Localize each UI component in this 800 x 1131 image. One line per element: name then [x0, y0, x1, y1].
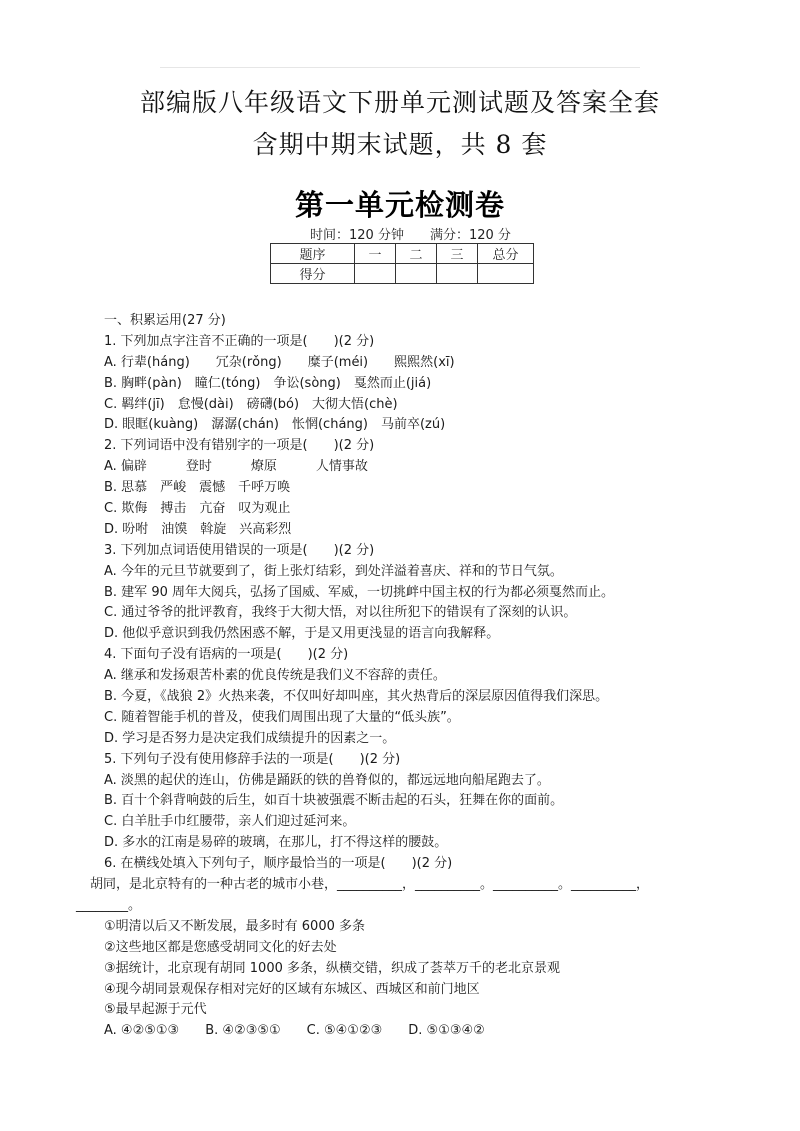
score-table-cell: [478, 264, 534, 284]
sentence-choice: ④现今胡同景观保存相对完好的区域有东城区、西城区和前门地区: [104, 981, 480, 997]
answer-option: C. 欺侮 搏击 亢奋 叹为观止: [104, 501, 291, 517]
answer-option: A. 行辈(háng) 冗杂(rǒng) 糜子(méi) 熙熙然(xī): [104, 354, 455, 370]
answer-option: B. 百十个斜背响鼓的后生，如百十块被强震不断击起的石头，狂舞在你的面前。: [104, 793, 564, 809]
time-score-line: [310, 224, 511, 243]
answer-option: D. 他似乎意识到我仍然困惑不解，于是又用更浅显的语言向我解释。: [104, 626, 500, 642]
score-table-cell: 一: [355, 244, 396, 264]
answer-option: D. 多水的江南是易碎的玻璃，在那儿，打不得这样的腰鼓。: [104, 835, 448, 851]
fill-blank-passage: 胡同，是北京特有的一种古老的城市小巷，__________，__________。__________。__________，: [90, 877, 650, 893]
sentence-choice: ⑤最早起源于元代: [104, 1002, 207, 1018]
answer-option: C. 随着智能手机的普及，使我们周围出现了大量的“低头族”。: [104, 709, 460, 725]
question-stem: 6. 在横线处填入下列句子，顺序最恰当的一项是( )(2 分): [104, 856, 453, 872]
answer-option: A. 偏辟 登时 燎原 人情事故: [104, 459, 368, 475]
score-table-cell: [396, 264, 437, 284]
score-table-score-row: [271, 264, 534, 284]
answer-option: B. 胸畔(pàn) 瞳仁(tóng) 争讼(sòng) 戛然而止(jiá): [104, 375, 432, 391]
score-table-cell: [355, 264, 396, 284]
sentence-choice: ③据统计，北京现有胡同 1000 多条，纵横交错，织成了荟萃万千的老北京景观: [104, 960, 561, 976]
score-table: [270, 243, 534, 284]
question-stem: 5. 下列句子没有使用修辞手法的一项是( )(2 分): [104, 751, 401, 767]
fill-blank-passage-continued: ________。: [76, 897, 142, 913]
score-table-header-row: [271, 244, 534, 264]
answer-option: D. 吩咐 油馍 斡旋 兴高彩烈: [104, 521, 292, 537]
answer-option: C. 白羊肚手巾红腰带，亲人们迎过延河来。: [104, 814, 356, 830]
section-heading: 一、积累运用(27 分): [104, 313, 226, 328]
answer-option: A. 淡黑的起伏的连山，仿佛是踊跃的铁的兽脊似的，都远远地向船尾跑去了。: [104, 772, 550, 788]
time-label: 时间：120 分钟: [310, 228, 404, 243]
answer-option: B. 思慕 严峻 震憾 千呼万唤: [104, 480, 291, 496]
answer-option: A. 今年的元旦节就要到了，街上张灯结彩，到处洋溢着喜庆、祥和的节日气氛。: [104, 563, 563, 579]
answer-option: A. 继承和发扬艰苦朴素的优良传统是我们义不容辞的责任。: [104, 668, 446, 684]
sentence-choice: ①明清以后又不断发展，最多时有 6000 多条: [104, 918, 366, 934]
answer-option: B. 建军 90 周年大阅兵，弘扬了国威、军威，一切挑衅中国主权的行为都必须戛然而止。: [104, 584, 614, 600]
answer-option: A. ④②⑤①③ B. ④②③⑤① C. ⑤④①②③ D. ⑤①③④②: [104, 1023, 485, 1039]
unit-title: 第一单元检测卷: [294, 188, 505, 222]
doc-title-line2: 含期中期末试题，共 8 套: [252, 130, 548, 159]
question-stem: 4. 下面句子没有语病的一项是( )(2 分): [104, 647, 349, 663]
score-table-cell: 得分: [271, 264, 355, 284]
score-table-cell: [437, 264, 478, 284]
answer-option: C. 羁绊(jī) 怠慢(dài) 磅礴(bó) 大彻大悟(chè): [104, 396, 398, 412]
doc-title-line1: 部编版八年级语文下册单元测试题及答案全套: [139, 88, 660, 117]
sentence-choice: ②这些地区都是您感受胡同文化的好去处: [104, 939, 337, 955]
score-table-cell: 题序: [271, 244, 355, 264]
score-label: 满分：120 分: [429, 228, 511, 243]
answer-option: B. 今夏，《战狼 2》火热来袭，不仅叫好却叫座，其火热背后的深层原因值得我们深思。: [104, 689, 609, 705]
question-stem: 3. 下列加点词语使用错误的一项是( )(2 分): [104, 542, 375, 558]
question-content: [76, 311, 744, 1042]
answer-option: D. 学习是否努力是决定我们成绩提升的因素之一。: [104, 730, 396, 746]
question-stem: 1. 下列加点字注音不正确的一项是( )(2 分): [104, 333, 375, 349]
question-stem: 2. 下列词语中没有错别字的一项是( )(2 分): [104, 438, 375, 454]
answer-option: C. 通过爷爷的批评教育，我终于大彻大悟，对以往所犯下的错误有了深刻的认识。: [104, 605, 577, 621]
score-table-cell: 二: [396, 244, 437, 264]
score-table-cell: 总分: [478, 244, 534, 264]
score-table-cell: 三: [437, 244, 478, 264]
answer-option: D. 眼眶(kuàng) 潺潺(chán) 怅惘(cháng) 马前卒(zú): [104, 417, 446, 433]
top-divider: [160, 67, 640, 68]
